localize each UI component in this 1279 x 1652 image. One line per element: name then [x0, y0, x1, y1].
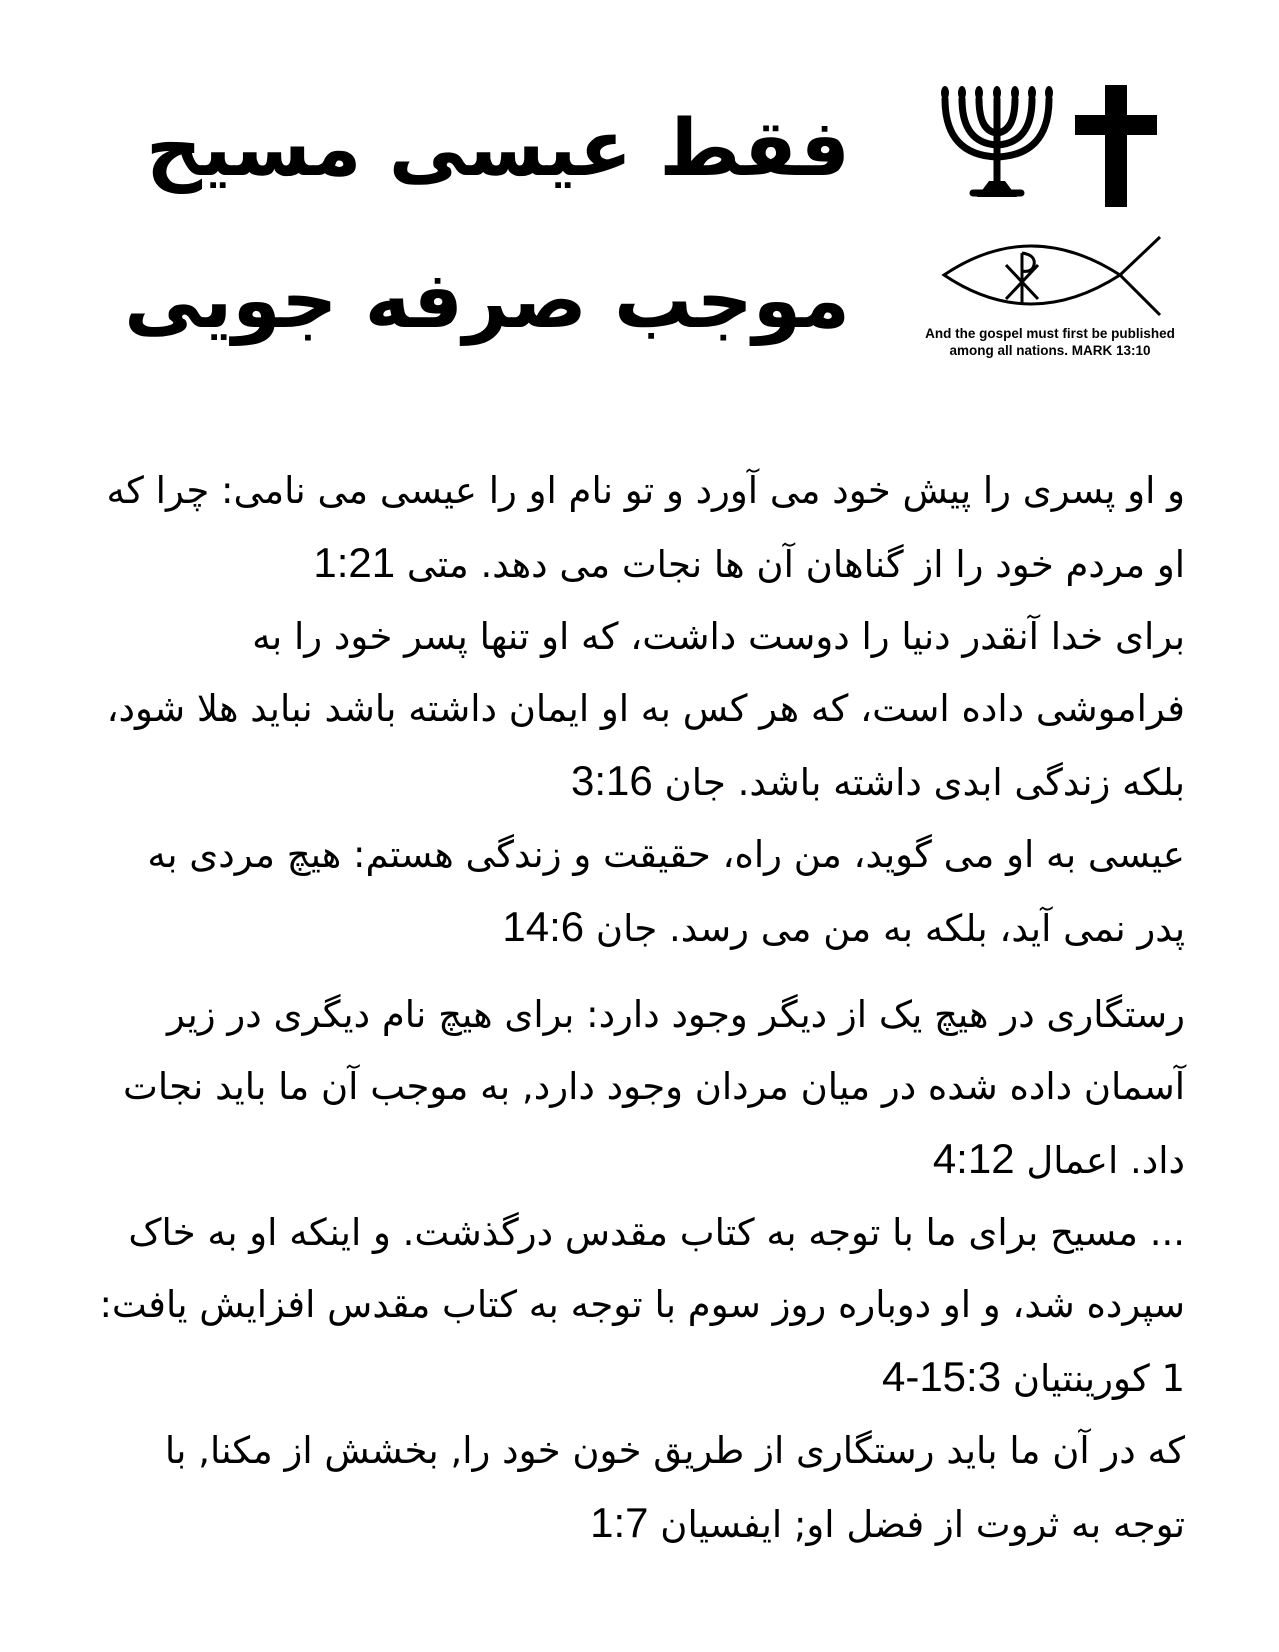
verse-list [95, 455, 1185, 1561]
caption-text: And the gospel must first be published among all nations. MARK 13:10 [925, 326, 1175, 358]
page-title-line-1: فقط عیسی مسیح [145, 104, 850, 194]
verse-paragraph [95, 819, 1185, 965]
verse-text: ... مسیح برای ما با توجه به کتاب مقدس درگذشت. و اینکه او به خاک سپرده شد، و او دوباره روز سوم با توجه به کتاب مقدس افزایش یافت: 1 کورینتیان [99, 1211, 1185, 1400]
verse-paragraph [95, 601, 1185, 819]
verse-paragraph [95, 979, 1185, 1197]
verse-text: برای خدا آنقدر دنیا را دوست داشت، که او تنها پسر خود را به فراموشی داده است، که هر کس به او ایمان داشته باشد نباید هلا شود، بلکه زندگی ابدی داشته باشد. جان [106, 615, 1185, 804]
verse-text: رستگاری در هیچ یک از دیگر وجود دارد: برای هیچ نام دیگری در زیر آسمان داده شده در میان مردان وجود دارد, به موجب آن ما باید نجات داد. اعمال [123, 993, 1185, 1182]
verse-reference: 4:12 [932, 1135, 1015, 1182]
verse-text: و او پسری را پیش خود می آورد و تو نام او را عیسی می نامی: چرا که او مردم خود را از گناهان آن ها نجات می دهد. متی [106, 469, 1185, 586]
verse-paragraph [95, 1197, 1185, 1415]
cross-icon [1075, 85, 1157, 207]
verse-reference: 3:16 [571, 757, 653, 804]
verse-reference: 1:21 [313, 539, 396, 586]
religious-symbols [915, 85, 1185, 365]
verse-reference: 1:7 [590, 1499, 649, 1546]
menorah-icon [935, 85, 1060, 205]
verse-paragraph [95, 1415, 1185, 1561]
verse-reference: 14:6 [502, 903, 585, 950]
ichthys-chi-rho-icon [940, 225, 1165, 325]
page-title-line-2: موجب صرفه جویی [124, 256, 850, 346]
verse-paragraph [95, 455, 1185, 601]
verse-reference: 15:3-4 [881, 1353, 1002, 1400]
verse-text: که در آن ما باید رستگاری از طریق خون خود را, بخشش از مکنا, با توجه به ثروت از فضل او; ایفسیان [164, 1429, 1185, 1546]
verse-text: عیسی به او می گوید، من راه، حقیقت و زندگی هستم: هیچ مردی به پدر نمی آید، بلکه به من می رسد. جان [147, 833, 1185, 950]
